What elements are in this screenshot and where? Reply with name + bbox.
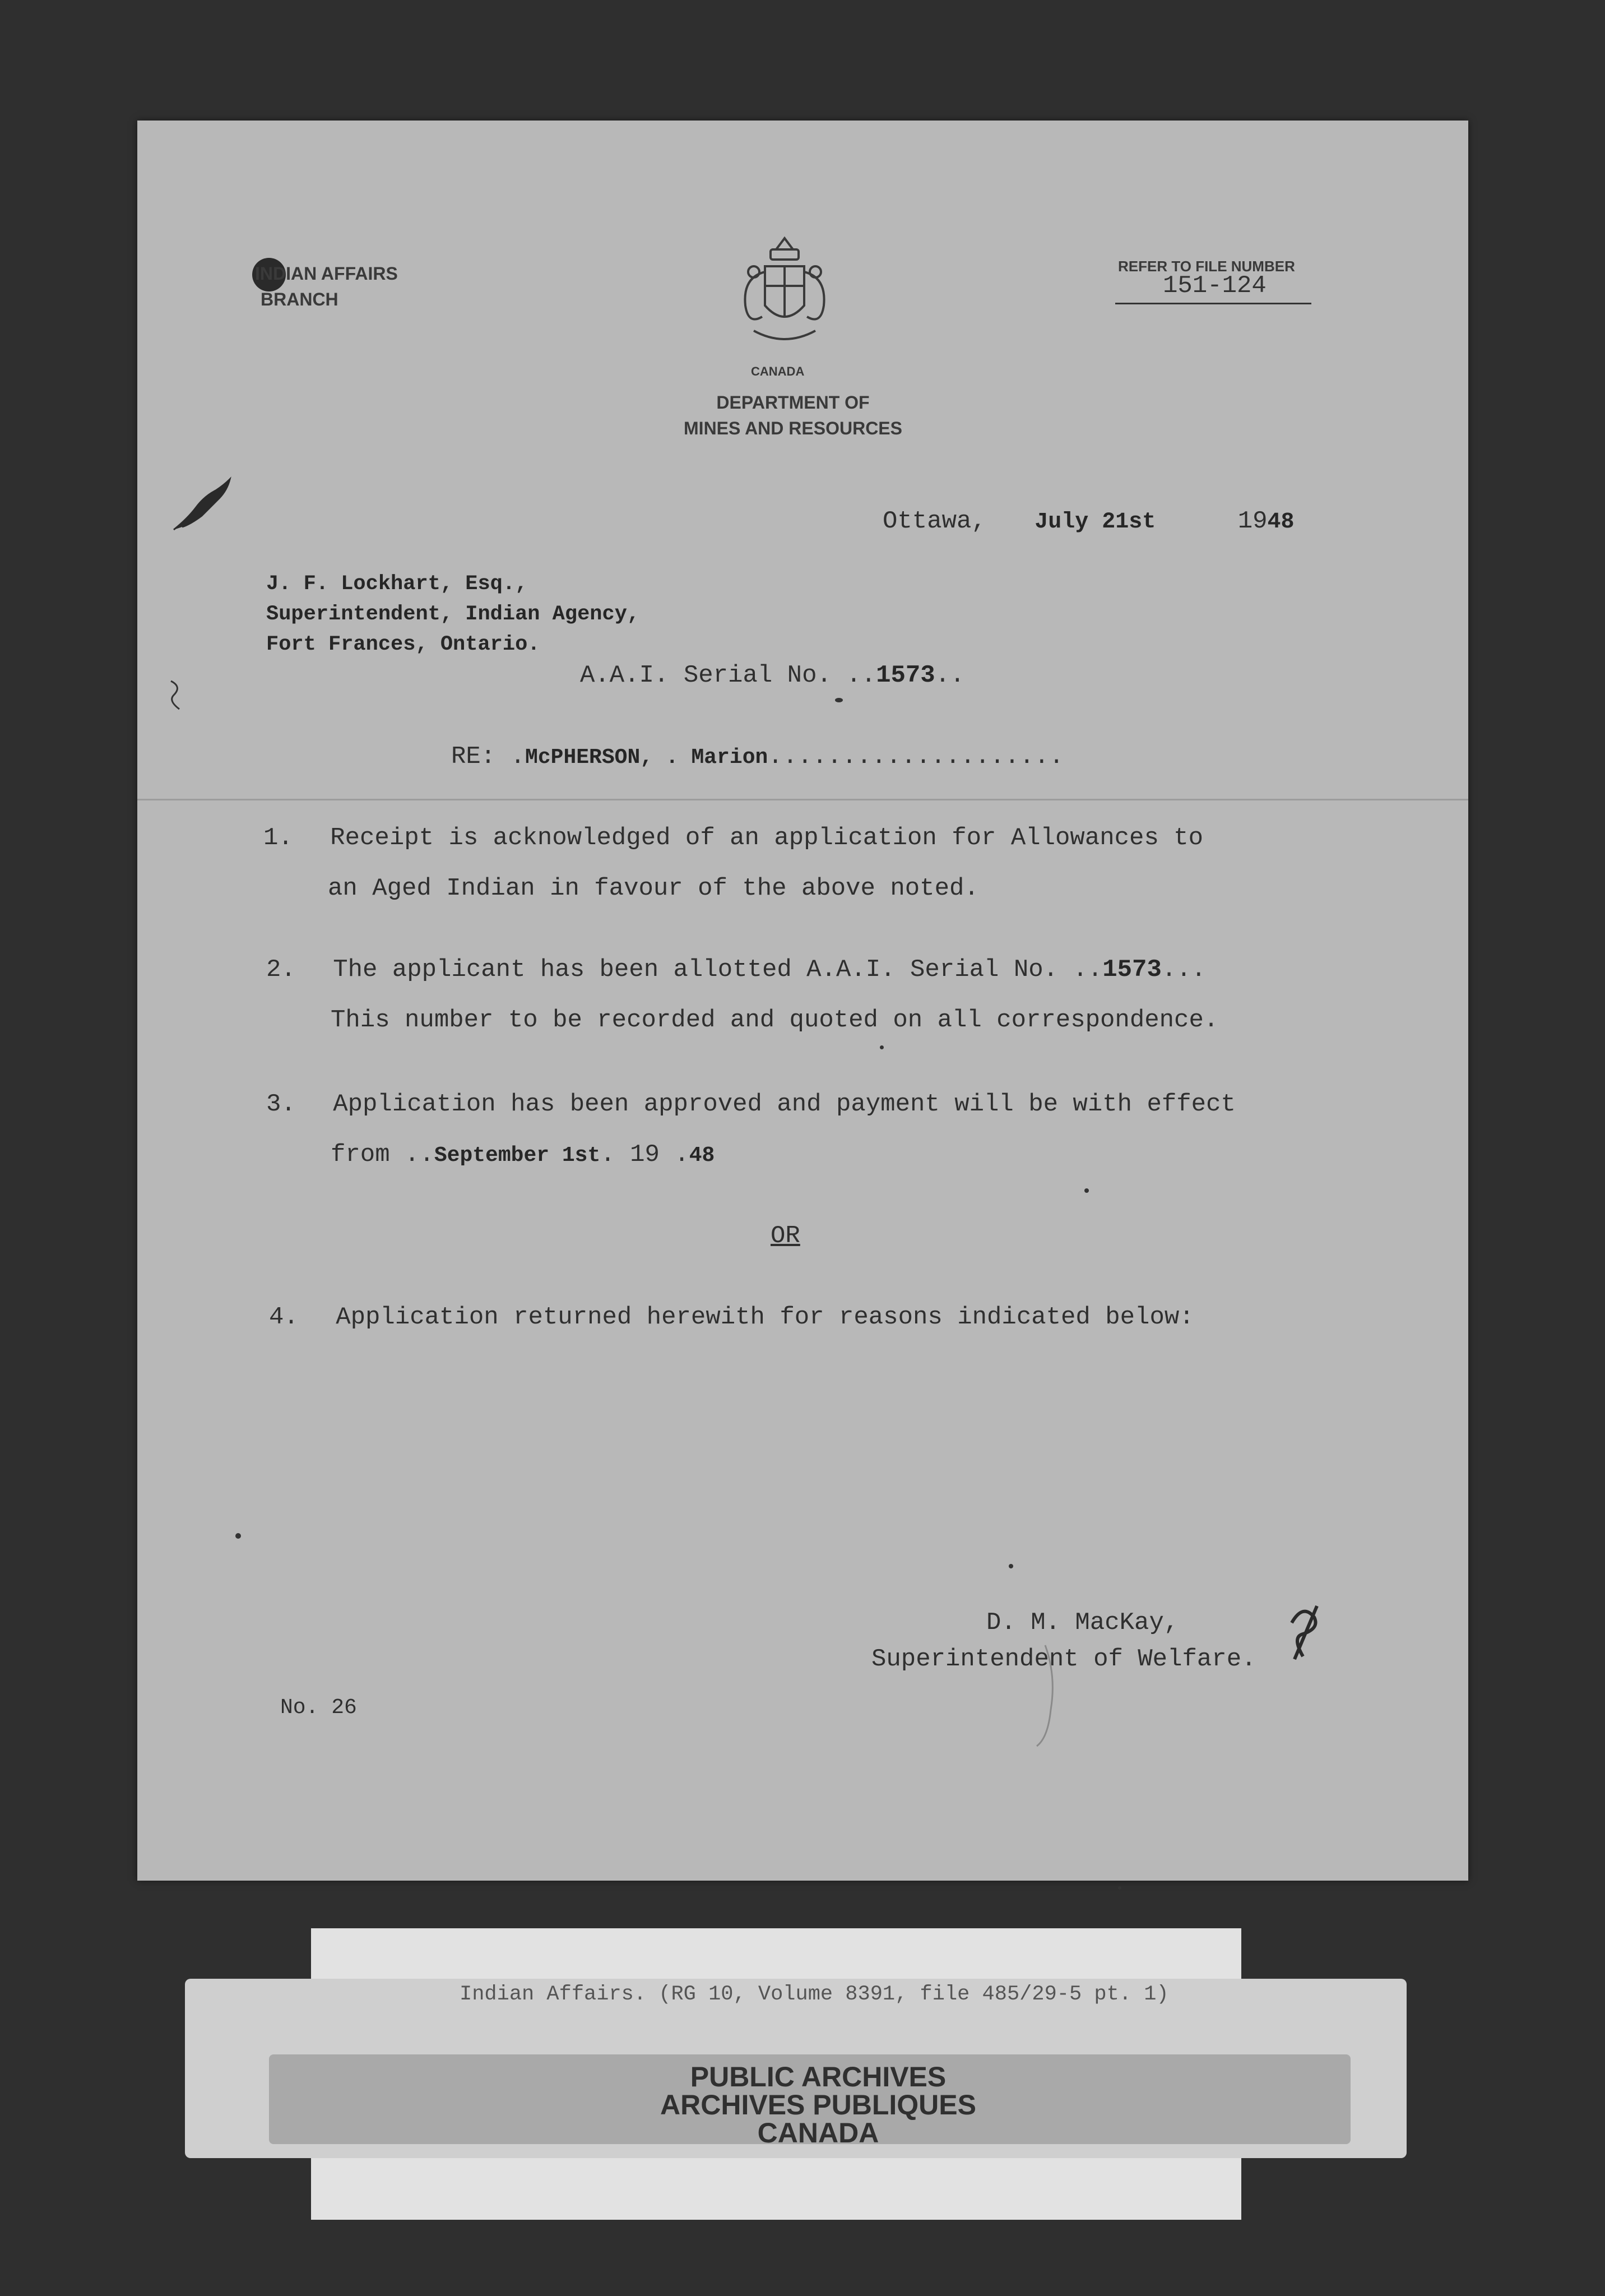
para3-mid: . 19 . [600,1141,689,1169]
serial-trail: .. [935,661,965,689]
dateline [883,507,1295,535]
branch-line1: INDIAN AFFAIRS [255,263,398,284]
date-year-suffix: 48 [1267,510,1295,535]
para1-text2: an Aged Indian in favour of the above noted. [328,874,979,902]
department-heading [630,390,955,441]
file-number: 151-124 [1163,272,1267,300]
archive-stamp-line3: CANADA [757,2117,879,2149]
para3-date: September 1st [434,1144,601,1168]
form-number: No. 26 [280,1696,357,1720]
pencil-mark-icon [1031,1642,1059,1749]
para2-serial: 1573 [1102,956,1162,984]
addressee-name: J. F. Lockhart, Esq., [266,572,528,596]
file-number-underline [1115,303,1311,304]
para4-line1 [269,1303,1194,1331]
serial-label: A.A.I. Serial No. .. [580,661,876,689]
refer-label: REFER TO FILE NUMBER [1118,258,1295,275]
para4-text1: Application returned herewith for reasons indicated below: [336,1303,1194,1331]
archive-stamp [549,2063,1087,2147]
re-line [451,743,1064,771]
addressee-block [266,569,639,660]
speck [1084,1188,1089,1193]
re-label: RE: . [451,743,526,771]
ink-mark-icon [171,474,238,535]
date-day: July 21st [1035,510,1156,535]
or-divider: OR [771,1222,800,1250]
dept-line1: DEPARTMENT OF [716,392,870,413]
branch-heading [255,261,398,312]
para3-line2 [331,1141,715,1169]
serial-number: 1573 [876,661,935,689]
branch-line2: BRANCH [261,289,338,309]
coat-of-arms-icon [731,233,838,350]
para3-text1: Application has been approved and payment will be with effect [333,1090,1236,1118]
re-trail: .................... [768,743,1064,771]
archive-citation: Indian Affairs. (RG 10, Volume 8391, file 485/29-5 pt. 1) [460,1983,1169,2006]
page-fold [137,799,1468,800]
signature-title: Superintendent of Welfare. [871,1645,1256,1673]
archive-stamp-line2: ARCHIVES PUBLIQUES [660,2089,976,2121]
para3-line1 [266,1090,1236,1118]
para3-from: from .. [331,1141,434,1169]
crest-label: CANADA [751,364,805,378]
para1-text1: Receipt is acknowledged of an application for Allowances to [330,824,1204,852]
para3-year: 48 [689,1144,715,1168]
speck [835,698,843,702]
para2-text2: This number to be recorded and quoted on all correspondence. [331,1006,1219,1034]
initial-mark-icon [1281,1600,1331,1662]
speck [1118,1886,1121,1890]
archive-stamp-line1: PUBLIC ARCHIVES [690,2061,947,2093]
speck [1009,1564,1013,1568]
signature-name: D. M. MacKay, [986,1609,1179,1637]
speck [880,1045,884,1049]
date-city: Ottawa, [883,507,986,535]
para2-number: 2. [266,956,296,984]
date-year-prefix: 19 [1237,507,1268,535]
addressee-title: Superintendent, Indian Agency, [266,603,640,626]
letter-page [137,121,1468,1881]
addressee-location: Fort Frances, Ontario. [266,633,540,656]
dept-line2: MINES AND RESOURCES [684,418,902,438]
para1-number: 1. [263,824,293,852]
para4-number: 4. [269,1303,299,1331]
re-name: McPHERSON, . Marion [525,746,768,770]
para2-line1 [266,956,1206,984]
speck [235,1533,241,1539]
para2-text1: The applicant has been allotted A.A.I. Serial No. .. [333,956,1103,984]
para2-trail: ... [1161,956,1207,984]
margin-mark-icon [165,678,188,712]
para3-number: 3. [266,1090,296,1118]
serial-line [580,661,965,689]
para1-line1 [263,824,1203,852]
